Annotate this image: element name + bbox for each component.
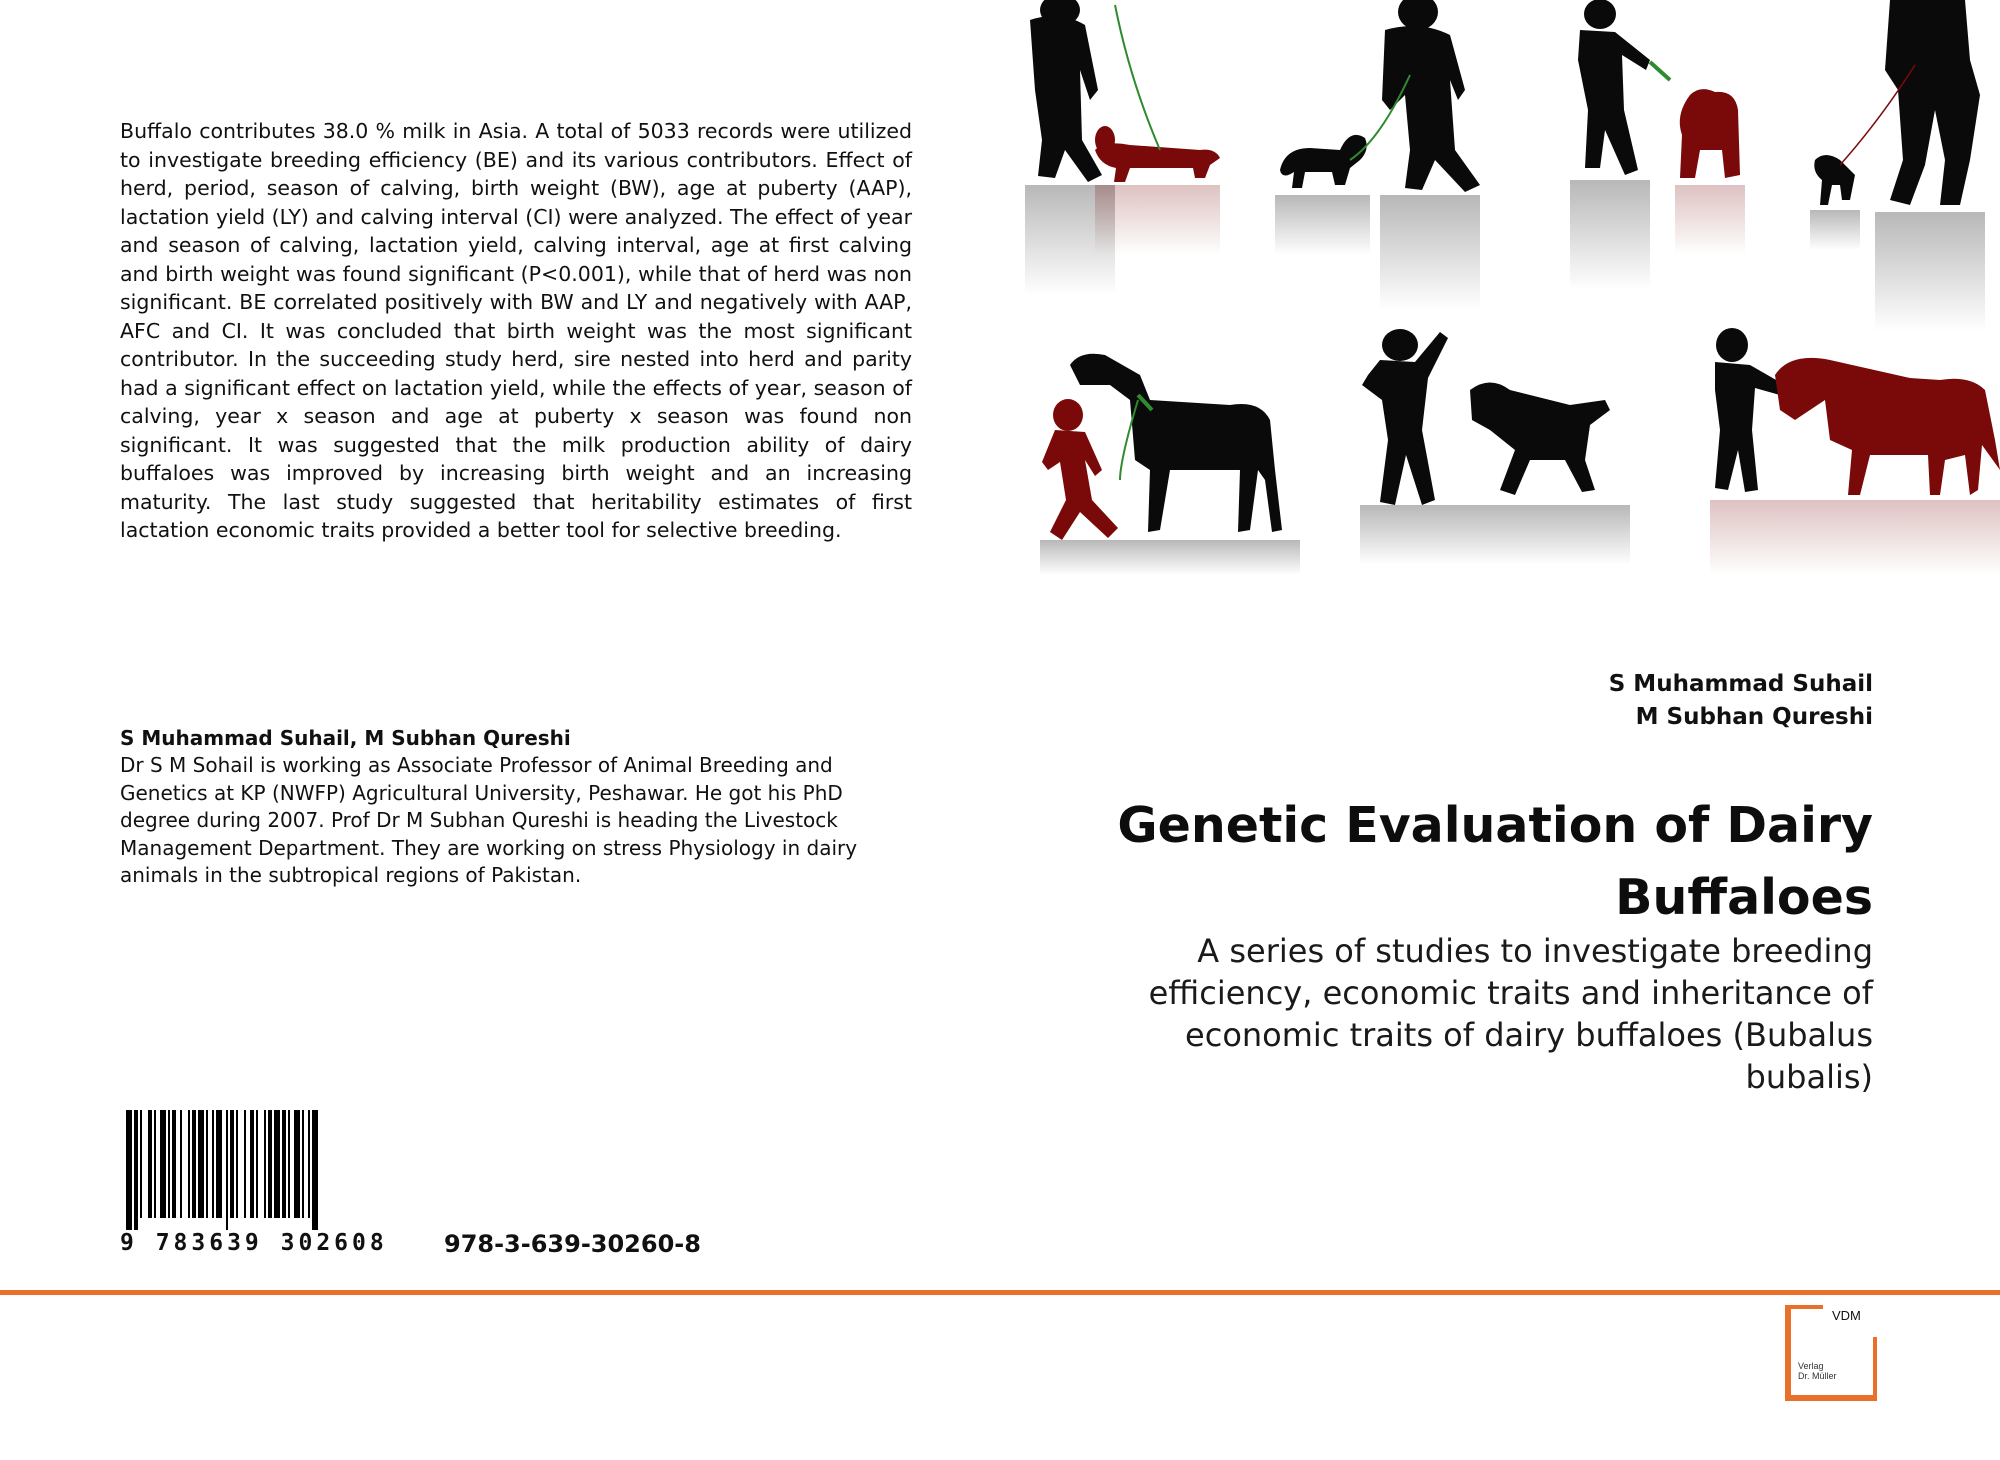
publisher-subtext-line-2: Dr. Müller	[1798, 1371, 1837, 1381]
cover-illustration	[1010, 0, 2000, 575]
isbn-barcode	[124, 1110, 414, 1230]
back-cover-blurb: Buffalo contributes 38.0 % milk in Asia. A total of 5033 records were utilized to investigate breeding efficiency (BE) and its various contributors. Effect of herd, period, season of calving, birth weight (BW), age at puberty (AAP), lactation yield (LY) and calving interval (CI) were analyzed. The effect of year and season of calving, lactation yield, calving interval, age at first calving and birth weight was found significant (P<0.001), while that of herd was non significant. BE correlated positively with BW and LY and negatively with AAP, AFC and CI. It was concluded that birth weight was the most significant contributor. In the succeeding study herd, sire nested into herd and parity had a significant effect on lactation yield, while the effects of year, season of calving, year x season and age at puberty x season was found non significant. It was suggested that the milk production ability of dairy buffaloes was improved by increasing birth weight and an increasing maturity. The last study suggested that heritability estimates of first lactation economic traits provided a better tool for selective breeding.	[120, 119, 912, 542]
red-horse-silhouette	[1775, 358, 2000, 495]
author-bio: Dr S M Sohail is working as Associate Professor of Animal Breeding and Genetics at KP (NWFP) Agricultural University, Peshawar. He got his PhD degree during 2007. Prof Dr M Subhan Qureshi is heading the Livestock Management Department. They are working on stress Physiology in dairy animals in the subtropical regions of Pakistan.	[120, 753, 858, 887]
boy-pointing-silhouette	[1362, 329, 1448, 505]
dachshund-red-silhouette	[1095, 126, 1220, 182]
publisher-logo-subtext	[1798, 1361, 1837, 1381]
publisher-logo	[1783, 1303, 1878, 1403]
walking-man-silhouette	[1030, 0, 1102, 182]
orange-divider	[0, 1290, 2000, 1295]
book-title: Genetic Evaluation of Dairy Buffaloes	[1117, 797, 1873, 926]
child-silhouette	[1715, 328, 1785, 492]
running-girl-silhouette	[1578, 0, 1650, 175]
red-poodle-silhouette	[1680, 89, 1740, 178]
publisher-logo-text: VDM	[1832, 1308, 1861, 1323]
author-bio-heading: S Muhammad Suhail, M Subhan Qureshi	[120, 726, 571, 750]
isbn-number: 978-3-639-30260-8	[444, 1230, 701, 1258]
red-child-silhouette	[1042, 399, 1118, 540]
jumping-dog-silhouette	[1470, 383, 1610, 496]
publisher-subtext-line-1: Verlag	[1798, 1361, 1824, 1371]
front-cover-authors	[1609, 668, 1873, 734]
great-dane-silhouette	[1070, 354, 1282, 532]
author-2: M Subhan Qureshi	[1635, 704, 1873, 730]
walking-woman-silhouette	[1382, 0, 1480, 192]
small-dog-silhouette	[1280, 135, 1367, 188]
puppy-silhouette	[1814, 155, 1855, 205]
book-subtitle: A series of studies to investigate breeding efficiency, economic traits and inheritance of economic traits of dairy buffaloes (Bubalus bubalis)	[1148, 932, 1873, 1096]
author-1: S Muhammad Suhail	[1608, 671, 1873, 697]
barcode-digits: 9 783639 302608	[120, 1230, 388, 1256]
tall-man-silhouette	[1885, 0, 1980, 205]
